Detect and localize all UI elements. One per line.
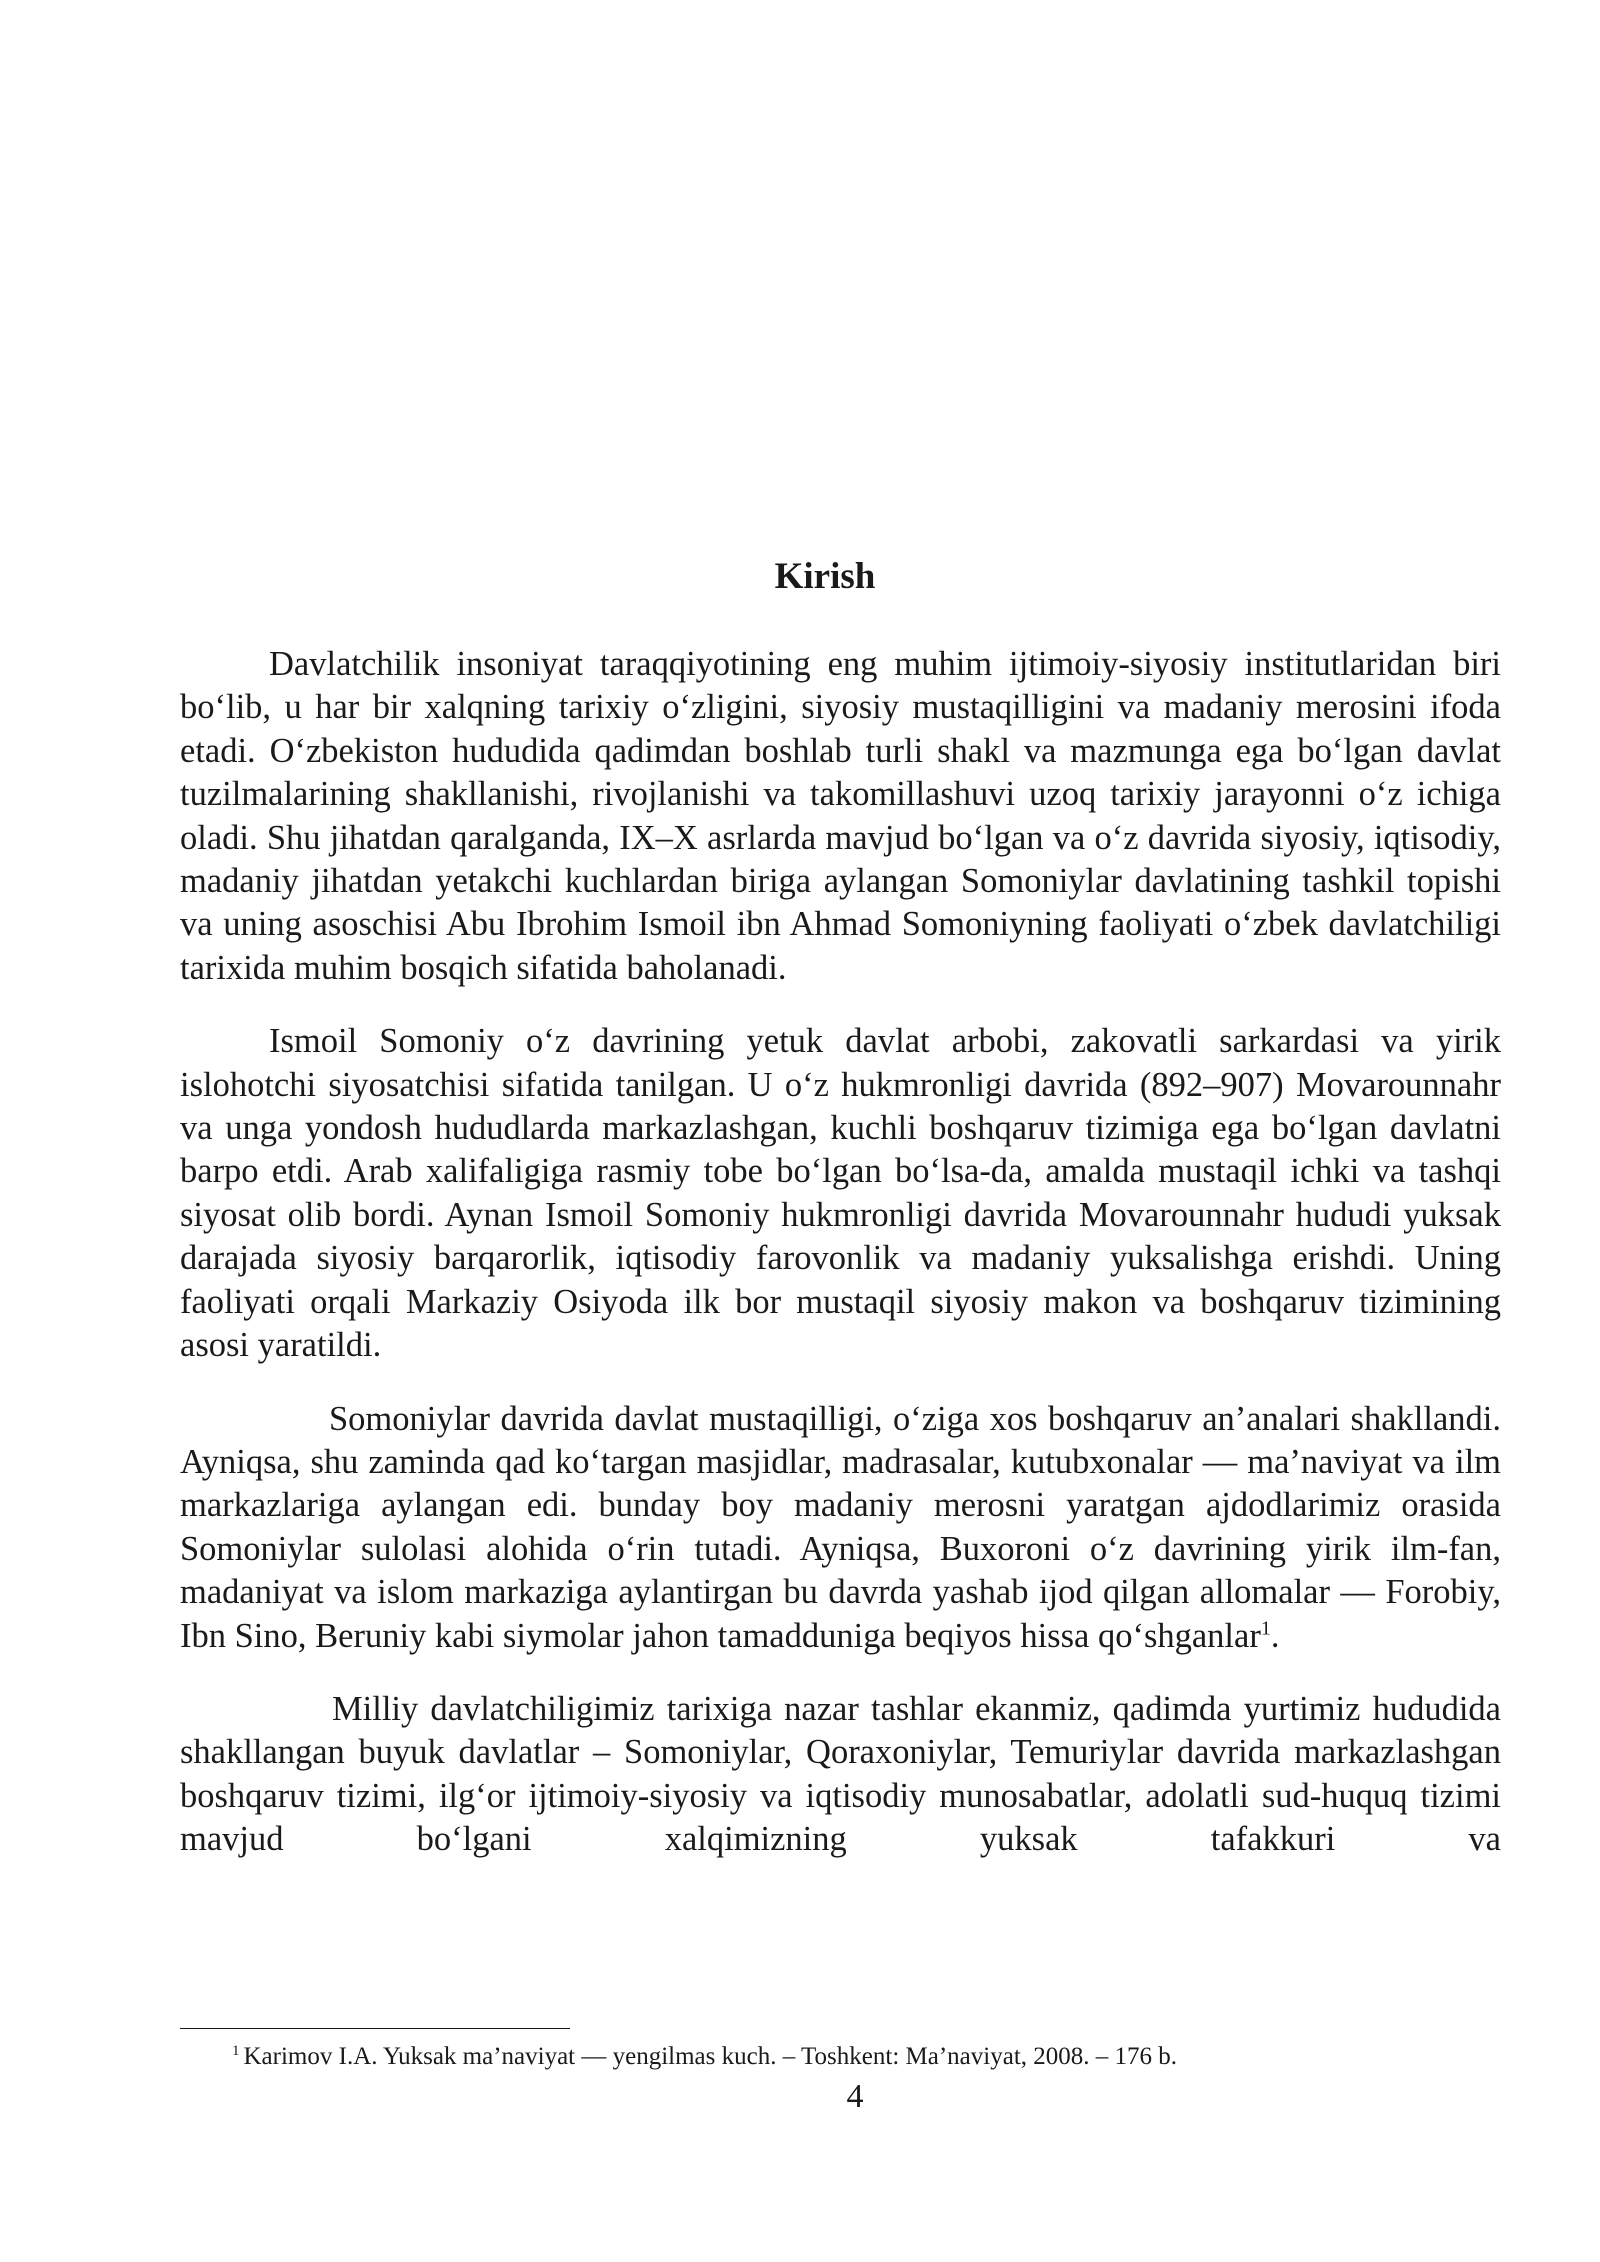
paragraph-3 — [180, 1398, 1501, 1658]
body-text — [180, 643, 1501, 1862]
paragraph-2: Ismoil Somoniy o‘z davrining yetuk davlat arbobi, zakovatli sarkardasi va yirik islohotchi siyosatchisi sifatida tanilgan. U o‘z hukmronligi davrida (892–907) Movarounnahr va unga yondosh hududlarda markazlashgan, kuchli boshqaruv tizimiga ega bo‘lgan davlatni barpo etdi. Arab xalifaligiga rasmiy tobe bo‘lgan bo‘lsa-da, amalda mustaqil ichki va tashqi siyosat olib bordi. Aynan Ismoil Somoniy hukmronligi davrida Movarounnahr hududi yuksak darajada siyosiy barqarorlik, iqtisodiy farovonlik va madaniy yuksalishga erishdi. Uning faoliyati orqali Markaziy Osiyoda ilk bor mustaqil siyosiy makon va boshqaruv tizimining asosi yaratildi. — [180, 1022, 1501, 1365]
footnote-text: Karimov I.A. Yuksak ma’naviyat — yengilmas kuch. – Toshkent: Ma’naviyat, 2008. – 176 b. — [243, 2043, 1178, 2070]
footnote — [232, 2040, 1177, 2074]
section-heading: Kirish — [774, 556, 876, 597]
paragraph-4: Milliy davlatchiligimiz tarixiga nazar tashlar ekanmiz, qadimda yurtimiz hududida shakllangan buyuk davlatlar – Somoniylar, Qoraxoniylar, Temuriylar davrida markazlashgan boshqaruv tizimi, ilg‘or ijtimoiy-siyosiy va iqtisodiy munosabatlar, adolatli sud-huquq tizimi mavjud bo‘lgani xalqimizning yuksak tafakkuri va — [180, 1689, 1501, 1859]
paragraph-3-text: Somoniylar davrida davlat mustaqilligi, o‘ziga xos boshqaruv an’analari shakllandi. Ayniqsa, shu zaminda qad ko‘targan masjidlar, madrasalar, kutubxonalar — ma’naviyat va ilm markazlariga aylangan edi. bunday boy madaniy merosni yaratgan ajdodlarimiz orasida Somoniylar sulolasi alohida o‘rin tutadi. Ayniqsa, Buxoroni o‘z davrining yirik ilm-fan, madaniyat va islom markaziga aylantirgan bu davrda yashab ijod qilgan allomalar — Forobiy, Ibn Sino, Beruniy kabi siymolar jahon tamadduniga beqiyos hissa qo‘shganlar — [180, 1399, 1501, 1655]
footnote-number: 1 — [232, 2042, 240, 2059]
page-number: 4 — [846, 2078, 864, 2115]
footnote-separator — [180, 2028, 570, 2029]
footnote-reference: 1 — [1260, 1617, 1271, 1640]
paragraph-1: Davlatchilik insoniyat taraqqiyotining eng muhim ijtimoiy-siyosiy institutlaridan biri bo‘lib, u har bir xalqning tarixiy o‘zligini, siyosiy mustaqilligini va madaniy merosini ifoda etadi. O‘zbekiston hududida qadimdan boshlab turli shakl va mazmunga ega bo‘lgan davlat tuzilmalarining shakllanishi, rivojlanishi va takomillashuvi uzoq tarixiy jarayonni o‘z ichiga oladi. Shu jihatdan qaralganda, IX–X asrlarda mavjud bo‘lgan va o‘z davrida siyosiy, iqtisodiy, madaniy jihatdan yetakchi kuchlardan biriga aylangan Somoniylar davlatining tashkil topishi va uning asoschisi Abu Ibrohim Ismoil ibn Ahmad Somoniyning faoliyati o‘zbek davlatchiligi tarixida muhim bosqich sifatida baholanadi. — [180, 645, 1501, 987]
paragraph-3-end: . — [1270, 1616, 1280, 1655]
